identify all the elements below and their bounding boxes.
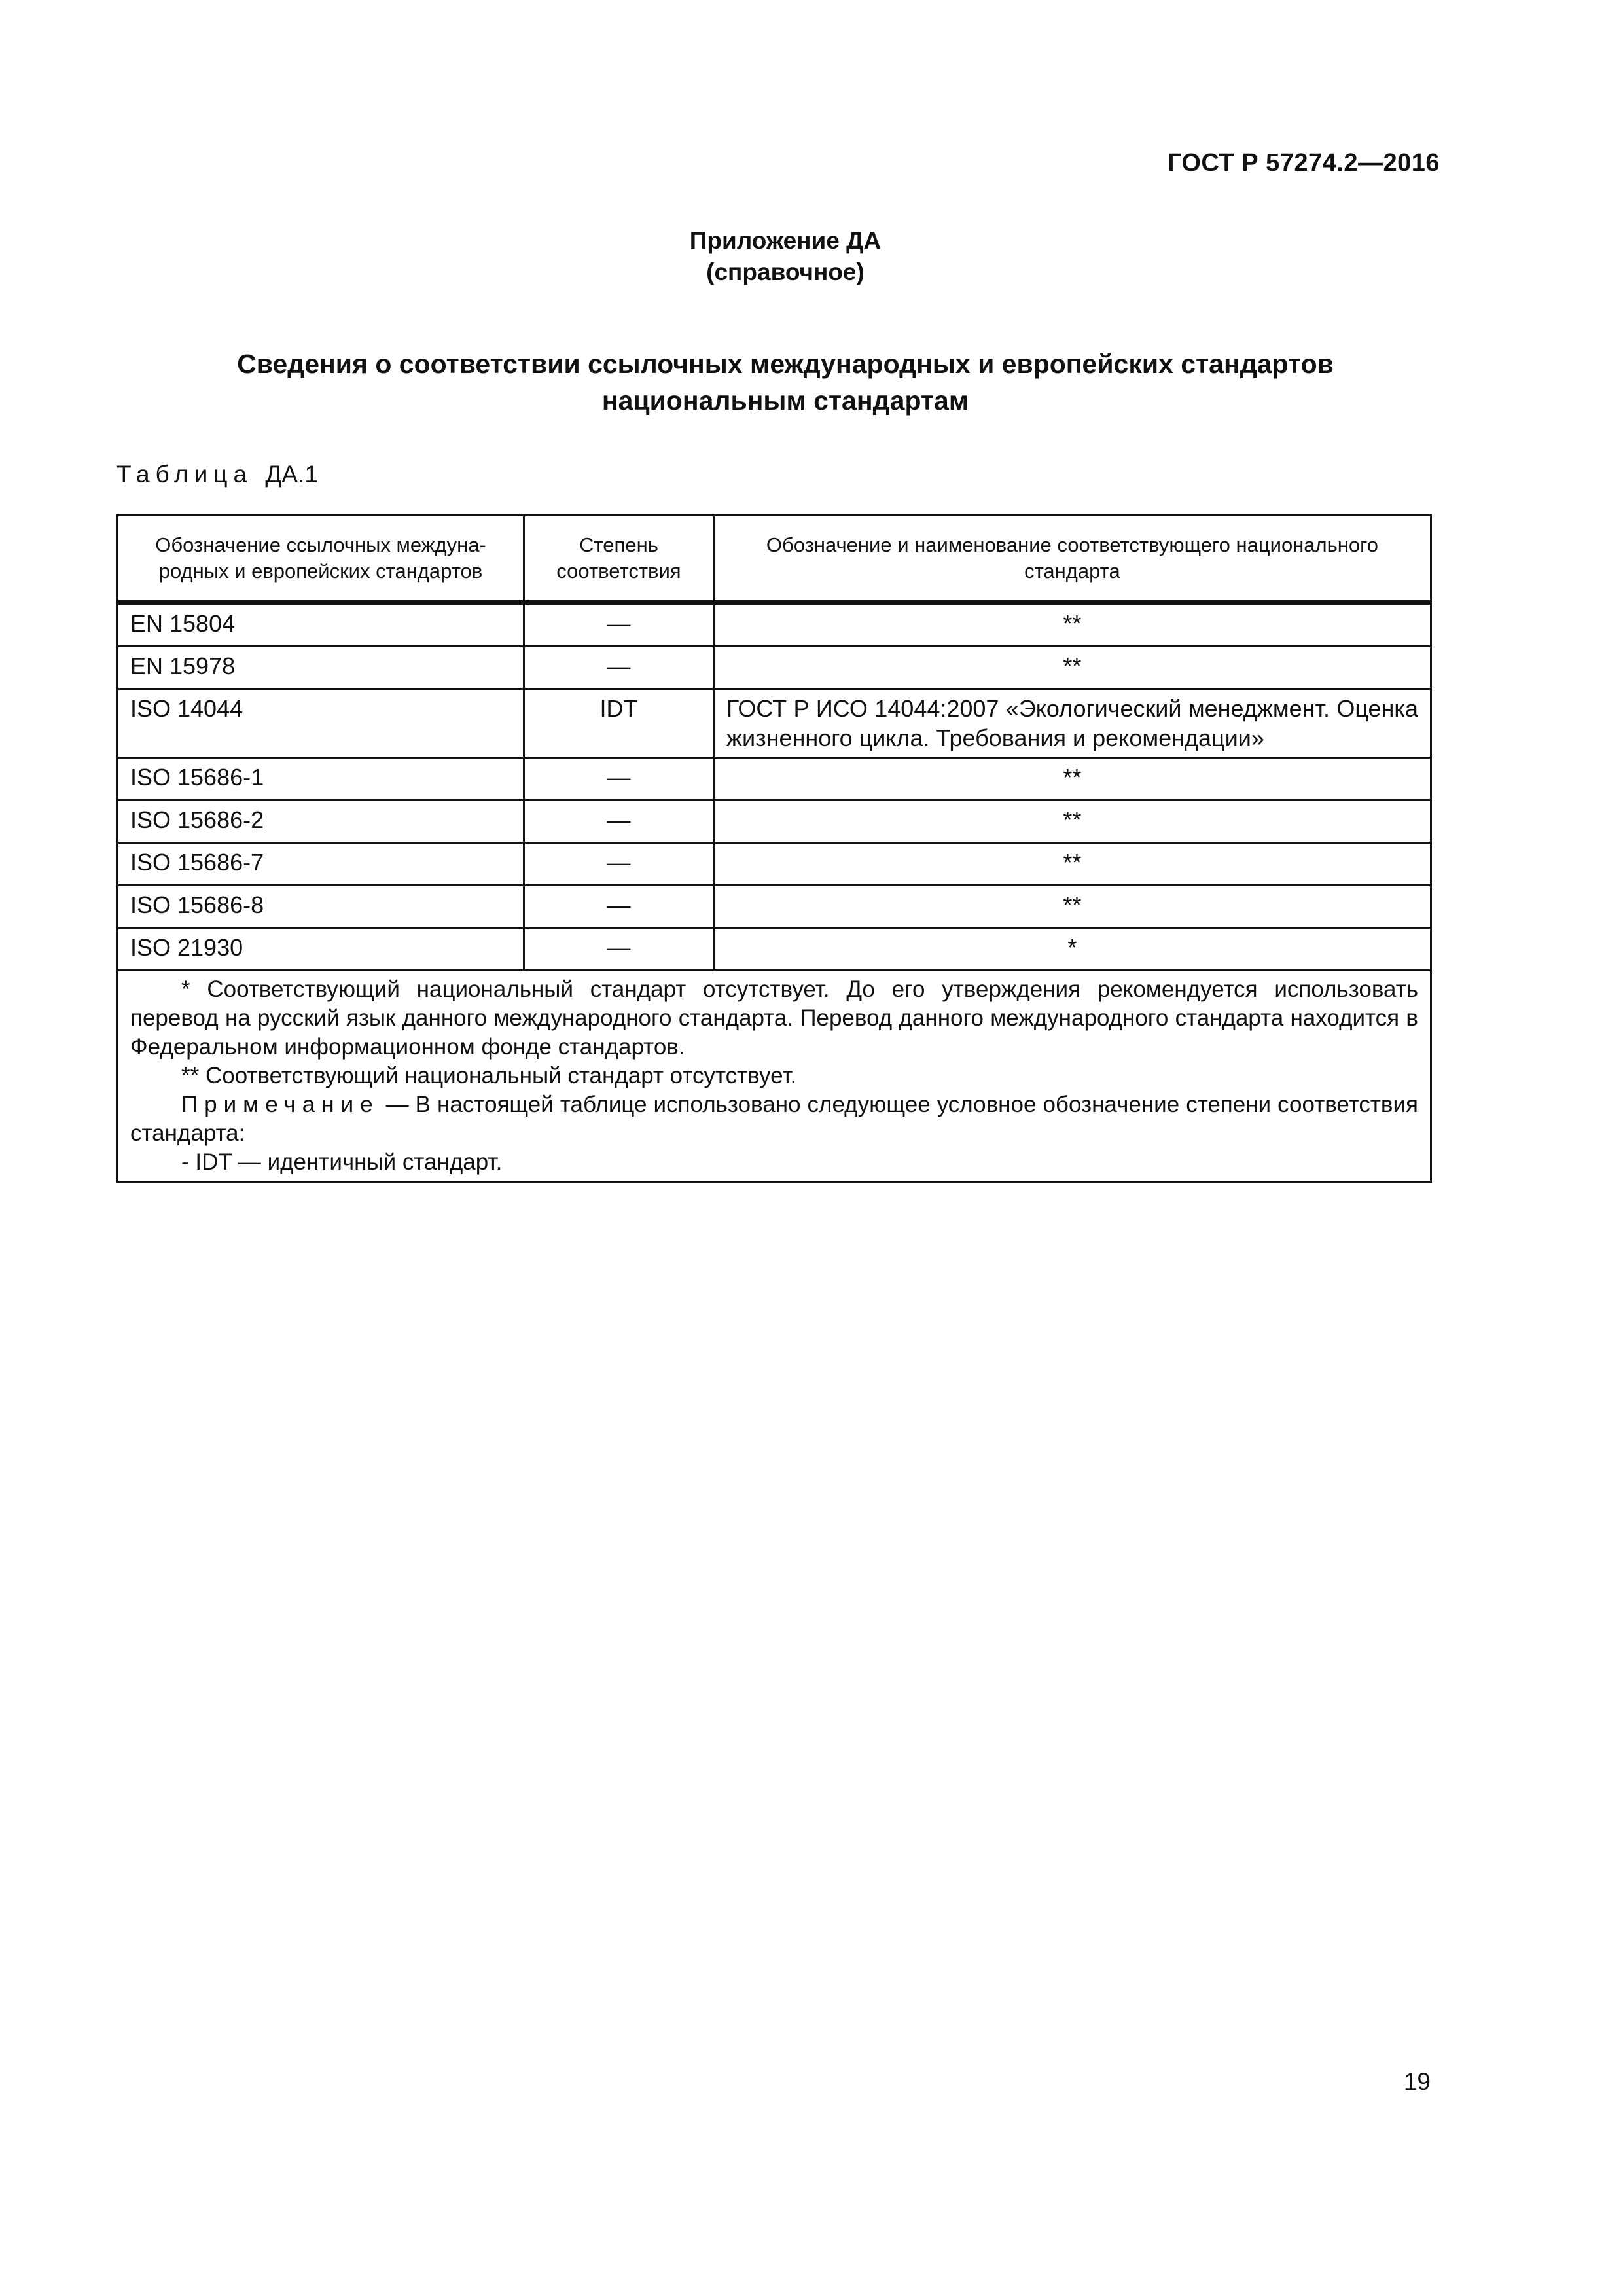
note-text: — В настоящей таблице использовано следующее условное обозначение степени соответствия стандарта:: [130, 1092, 1418, 1146]
cell-designation: ISO 14044: [118, 689, 524, 758]
page-title: [0, 346, 1571, 419]
appendix-heading: [0, 225, 1571, 288]
cell-designation: ISO 21930: [118, 928, 524, 971]
table-row: [118, 886, 1431, 928]
cell-national-standard: **: [713, 647, 1431, 689]
cell-designation: ISO 15686-8: [118, 886, 524, 928]
table-label: [116, 461, 318, 488]
table-footnotes-row: [118, 971, 1431, 1182]
cell-designation: ISO 15686-2: [118, 800, 524, 843]
cell-national-standard: **: [713, 758, 1431, 800]
table-label-number: ДА.1: [265, 461, 318, 488]
table-header-row: [118, 516, 1431, 603]
page-number: 19: [1403, 2068, 1431, 2095]
footnote-double-star: ** Соответствующий национальный стандарт отсутствует.: [181, 1063, 797, 1088]
cell-national-standard: **: [713, 886, 1431, 928]
page-title-line-2: национальным стандартам: [601, 386, 969, 416]
cell-degree: —: [524, 928, 714, 971]
header-national-standard: Обозначение и наименование соответствующего национального стандарта: [713, 516, 1431, 603]
table-row: [118, 800, 1431, 843]
appendix-subtitle: (справочное): [706, 259, 865, 285]
cell-degree: —: [524, 603, 714, 647]
cell-designation: ISO 15686-1: [118, 758, 524, 800]
cell-national-standard: **: [713, 603, 1431, 647]
table-row: [118, 647, 1431, 689]
table-row: [118, 689, 1431, 758]
document-code: ГОСТ Р 57274.2—2016: [1167, 149, 1440, 177]
table-footnotes: [118, 971, 1431, 1182]
table-row: [118, 843, 1431, 886]
table-note: [130, 1090, 1418, 1148]
cell-national-standard: ГОСТ Р ИСО 14044:2007 «Экологический менеджмент. Оценка жизненного цикла. Требования и рекомендации»: [713, 689, 1431, 758]
cell-degree: —: [524, 758, 714, 800]
cell-degree: —: [524, 843, 714, 886]
table-label-word: Таблица: [116, 461, 253, 488]
page-title-line-1: Сведения о соответствии ссылочных международных и европейских стандартов: [237, 349, 1334, 379]
cell-national-standard: *: [713, 928, 1431, 971]
cell-degree: IDT: [524, 689, 714, 758]
note-idt-line: - IDT — идентичный стандарт.: [181, 1149, 503, 1175]
table-row: [118, 928, 1431, 971]
cell-designation: EN 15978: [118, 647, 524, 689]
table-row: [118, 758, 1431, 800]
cell-national-standard: **: [713, 843, 1431, 886]
note-label: Примечание: [181, 1092, 380, 1117]
cell-national-standard: **: [713, 800, 1431, 843]
cell-designation: ISO 15686-7: [118, 843, 524, 886]
cell-degree: —: [524, 647, 714, 689]
appendix-title: Приложение ДА: [689, 227, 882, 254]
footnote-single-star: * Соответствующий национальный стандарт отсутствует. До его утверждения рекомендуется использовать перевод на русский язык данного международного стандарта. Перевод данного международного стандарта находится в Федеральном информационном фонде стандартов.: [130, 977, 1418, 1060]
table-row: [118, 603, 1431, 647]
cell-degree: —: [524, 800, 714, 843]
standards-correspondence-table: [116, 514, 1432, 1183]
cell-designation: EN 15804: [118, 603, 524, 647]
header-designation: Обозначение ссылочных междуна-родных и европейских стандартов: [118, 516, 524, 603]
cell-degree: —: [524, 886, 714, 928]
header-degree: Степень соответствия: [524, 516, 714, 603]
